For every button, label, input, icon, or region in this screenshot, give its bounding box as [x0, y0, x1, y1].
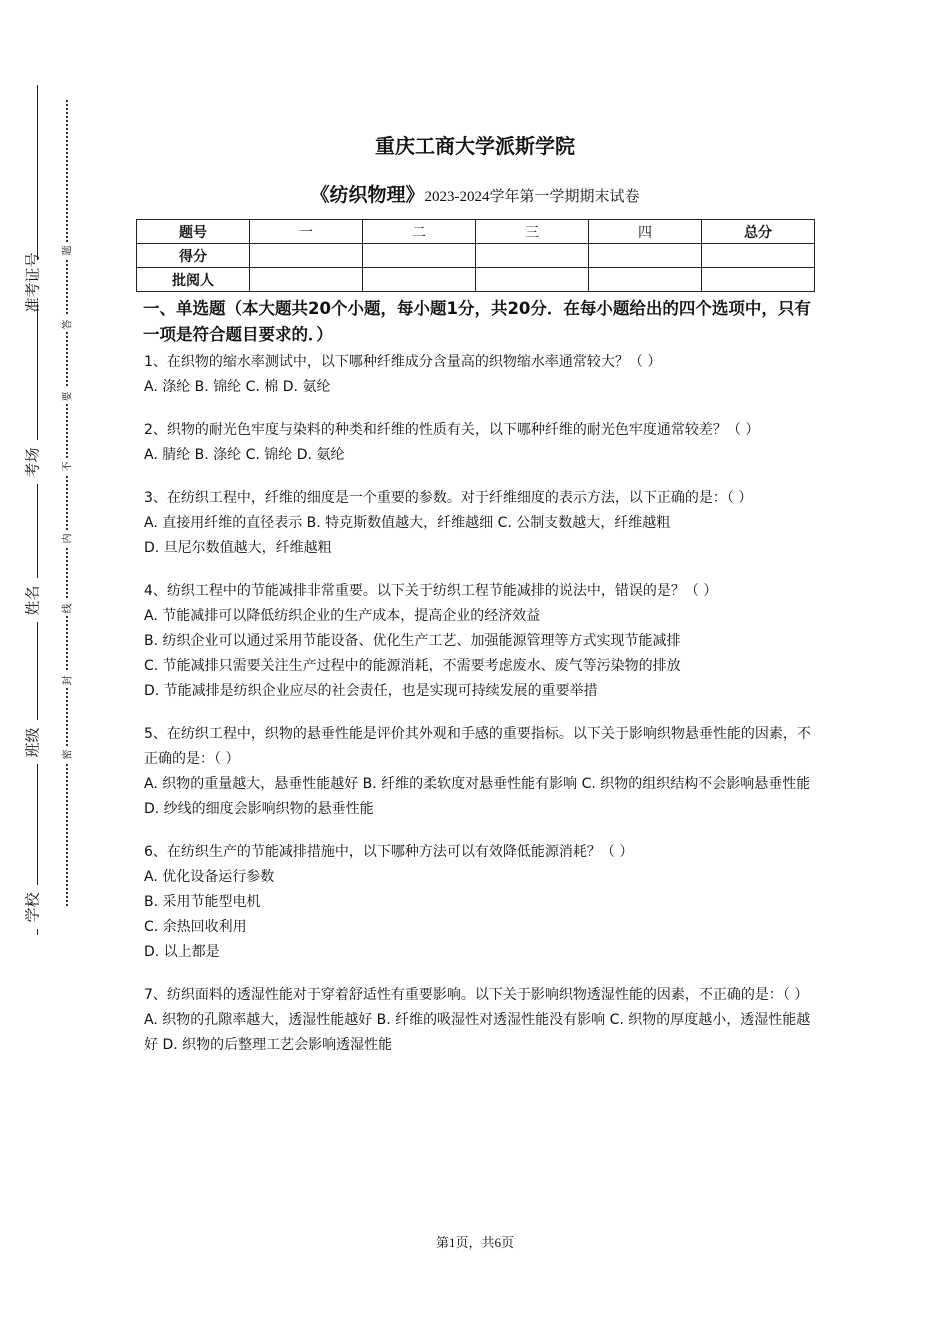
seal-char: 密 — [58, 746, 74, 762]
question-1 — [144, 350, 814, 400]
exam-term: 2023-2024学年第一学期期末试卷 — [424, 189, 640, 205]
question-options: A. 腈纶 B. 涤纶 C. 锦纶 D. 氨纶 — [144, 447, 345, 463]
question-7 — [144, 983, 814, 1058]
course-name: 《纺织物理》 — [310, 184, 425, 206]
question-5 — [144, 722, 814, 822]
score-col-header: 二 — [363, 220, 476, 244]
exam-id-label: 准考证号 — [18, 260, 46, 304]
score-col-header: 一 — [250, 220, 363, 244]
page-number: 第1页，共6页 — [435, 1235, 514, 1250]
score-col-header: 总分 — [702, 220, 815, 244]
question-4 — [144, 579, 814, 704]
question-stem: 1、在织物的缩水率测试中，以下哪种纤维成分含量高的织物缩水率通常较大？（ ） — [144, 354, 662, 370]
binding-line — [37, 85, 38, 935]
grader-row-label: 批阅人 — [137, 268, 250, 292]
question-stem: 3、在纺织工程中，纤维的细度是一个重要的参数。对于纤维细度的表示方法，以下正确的是：（ ） — [144, 490, 753, 506]
question-option: C. 节能减排只需要关注生产过程中的能源消耗，不需要考虑废水、废气等污染物的排放 — [144, 658, 681, 674]
question-options: A. 涤纶 B. 锦纶 C. 棉 D. 氨纶 — [144, 379, 331, 395]
score-table-header-row — [137, 220, 815, 244]
score-table — [136, 219, 815, 292]
school-name: 重庆工商大学派斯学院 — [375, 134, 575, 158]
score-row — [137, 244, 815, 268]
question-stem: 4、纺织工程中的节能减排非常重要。以下关于纺织工程节能减排的说法中，错误的是？（ ） — [144, 583, 718, 599]
seal-char: 题 — [58, 242, 74, 258]
question-6 — [144, 840, 814, 965]
score-cell — [476, 244, 589, 268]
seal-char: 答 — [58, 316, 74, 332]
question-option: B. 采用节能型电机 — [144, 894, 261, 910]
exam-content — [144, 296, 814, 1076]
question-options: A. 直接用纤维的直径表示 B. 特克斯数值越大，纤维越细 C. 公制支数越大，纤维越粗 — [144, 515, 671, 531]
question-options: A. 织物的孔隙率越大，透湿性能越好 B. 纤维的吸湿性对透湿性能没有影响 C. 织物的厚度越小，透湿性能越好 D. 织物的后整理工艺会影响透湿性能 — [144, 1012, 811, 1053]
score-col-header: 四 — [589, 220, 702, 244]
score-cell — [363, 244, 476, 268]
question-2 — [144, 418, 814, 468]
question-3 — [144, 486, 814, 561]
question-option: B. 纺织企业可以通过采用节能设备、优化生产工艺、加强能源管理等方式实现节能减排 — [144, 633, 681, 649]
question-options: D. 旦尼尔数值越大，纤维越粗 — [144, 540, 332, 556]
section-heading: 一、单选题（本大题共20个小题，每小题1分，共20分．在每小题给出的四个选项中，只有一项是符合题目要求的．） — [143, 299, 811, 344]
question-stem: 7、纺织面料的透湿性能对于穿着舒适性有重要影响。以下关于影响织物透湿性能的因素，不正确的是：（ ） — [144, 987, 809, 1003]
score-cell — [589, 244, 702, 268]
class-label: 班级 — [18, 720, 46, 764]
score-cell — [250, 244, 363, 268]
grader-row — [137, 268, 815, 292]
question-option: A. 优化设备运行参数 — [144, 869, 275, 885]
score-col-header: 三 — [476, 220, 589, 244]
name-label: 姓名 — [18, 578, 46, 622]
grader-cell — [702, 268, 815, 292]
exam-room-label: 考场 — [18, 440, 46, 484]
question-option: A. 节能减排可以降低纺织企业的生产成本，提高企业的经济效益 — [144, 608, 541, 624]
question-option: C. 余热回收利用 — [144, 919, 247, 935]
seal-dotted-line — [66, 100, 68, 906]
seal-char: 不 — [58, 458, 74, 474]
grader-cell — [476, 268, 589, 292]
exam-title — [0, 180, 950, 207]
question-stem: 6、在纺织生产的节能减排措施中，以下哪种方法可以有效降低能源消耗？（ ） — [144, 844, 634, 860]
grader-cell — [363, 268, 476, 292]
grader-cell — [589, 268, 702, 292]
school-label: 学校 — [18, 885, 46, 929]
seal-char: 线 — [58, 600, 74, 616]
question-stem: 2、织物的耐光色牢度与染料的种类和纤维的性质有关，以下哪种纤维的耐光色牢度通常较差？（ ） — [144, 422, 760, 438]
question-option: D. 以上都是 — [144, 944, 220, 960]
score-cell — [702, 244, 815, 268]
seal-char: 内 — [58, 530, 74, 546]
question-stem: 5、在纺织工程中，织物的悬垂性能是评价其外观和手感的重要指标。以下关于影响织物悬垂性能的因素，不正确的是：（ ） — [144, 726, 811, 767]
grader-cell — [250, 268, 363, 292]
seal-char: 要 — [58, 388, 74, 404]
score-row-label: 得分 — [137, 244, 250, 268]
question-option: D. 节能减排是纺织企业应尽的社会责任，也是实现可持续发展的重要举措 — [144, 683, 598, 699]
score-col-header: 题号 — [137, 220, 250, 244]
question-options: A. 织物的重量越大，悬垂性能越好 B. 纤维的柔软度对悬垂性能有影响 C. 织物的组织结构不会影响悬垂性能 D. 纱线的细度会影响织物的悬垂性能 — [144, 776, 811, 817]
seal-char: 封 — [58, 672, 74, 688]
